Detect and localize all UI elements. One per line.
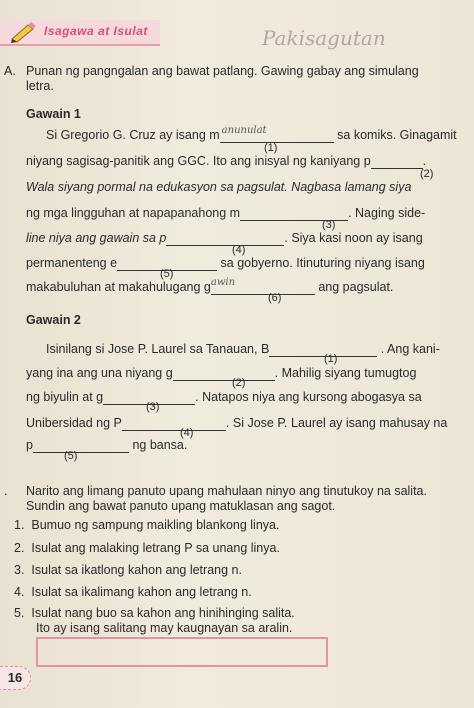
g1-blank-1[interactable]: anunulat (220, 128, 334, 143)
section-title: Isagawa at Isulat (44, 24, 148, 38)
part-a-instruction-2: letra. (26, 79, 54, 93)
g2-num-3: (3) (146, 401, 160, 413)
g1-blank-4[interactable] (166, 231, 284, 246)
handwritten-title: Pakisagutan (262, 26, 386, 50)
pencil-icon (8, 21, 38, 43)
g1-num-4: (4) (232, 244, 246, 256)
answer-box[interactable] (36, 637, 328, 667)
g1-line-1: Si Gregorio G. Cruz ay isang m anunulat sa komiks. Ginagamit (46, 125, 457, 142)
g2-line-5: p ng bansa. (26, 438, 188, 452)
g1-num-2: (2) (420, 168, 434, 180)
step-3: 3. Isulat sa ikatlong kahon ang letrang n. (14, 563, 242, 577)
page-number: 16 (0, 666, 31, 690)
g2-num-2: (2) (232, 377, 246, 389)
step-5: 5. Isulat nang buo sa kahon ang hinihinging salita. (14, 606, 295, 620)
part-b-letter: . (4, 484, 8, 498)
g2-line-4: Unibersidad ng P . Si Jose P. Laurel ay isang mahusay na (26, 416, 448, 430)
g1-num-1: (1) (264, 142, 278, 154)
g1-line-3: Wala siyang pormal na edukasyon sa pagsulat. Nagbasa lamang siya (26, 180, 412, 194)
g2-num-5: (5) (64, 450, 78, 462)
gawain-2-title: Gawain 2 (26, 313, 81, 327)
g1-line-5: line niya ang gawain sa p . Siya kasi noon ay isang (26, 231, 423, 245)
step-2: 2. Isulat ang malaking letrang P sa unang linya. (14, 541, 280, 555)
g2-blank-4[interactable] (122, 416, 226, 431)
g1-blank-2[interactable] (371, 154, 423, 169)
g2-line-1: Isinilang si Jose P. Laurel sa Tanauan, B . Ang kani- (46, 342, 440, 356)
step-5-line-2: Ito ay isang salitang may kaugnayan sa aralin. (36, 621, 293, 635)
part-a-instruction-1: Punan ng pangngalan ang bawat patlang. Gawing gabay ang simulang (26, 64, 419, 78)
g2-line-3: ng biyulin at g . Natapos niya ang kursong abogasya sa (26, 390, 422, 404)
g1-line-4: ng mga lingguhan at napapanahong m . Naging side- (26, 206, 426, 220)
g1-num-5: (5) (160, 268, 174, 280)
g1-num-6: (6) (268, 292, 282, 304)
g1-blank-6[interactable]: awin (211, 280, 315, 295)
g1-line-7: makabuluhan at makahulugang g awin ang pagsulat. (26, 277, 394, 294)
g2-line-2: yang ina ang una niyang g . Mahilig siyang tumugtog (26, 366, 417, 380)
part-b-instruction-2: Sundin ang bawat panuto upang matuklasan ang sagot. (26, 499, 336, 513)
step-4: 4. Isulat sa ikalimang kahon ang letrang n. (14, 585, 252, 599)
step-1: 1. Bumuo ng sampung maikling blankong linya. (14, 518, 280, 532)
part-b-instruction-1: Narito ang limang panuto upang mahulaan ninyo ang tinutukoy na salita. (26, 484, 427, 498)
g2-blank-5[interactable] (33, 438, 129, 453)
g1-num-3: (3) (322, 219, 336, 231)
g2-num-1: (1) (324, 353, 338, 365)
gawain-1-title: Gawain 1 (26, 107, 81, 121)
g2-blank-2[interactable] (173, 366, 275, 381)
part-a-letter: A. (4, 64, 16, 78)
g2-num-4: (4) (180, 427, 194, 439)
g1-line-6: permanenteng e sa gobyerno. Itinuturing niyang isang (26, 256, 425, 270)
g1-line-2: niyang sagisag-panitik ang GGC. Ito ang inisyal ng kaniyang p . (26, 154, 427, 168)
